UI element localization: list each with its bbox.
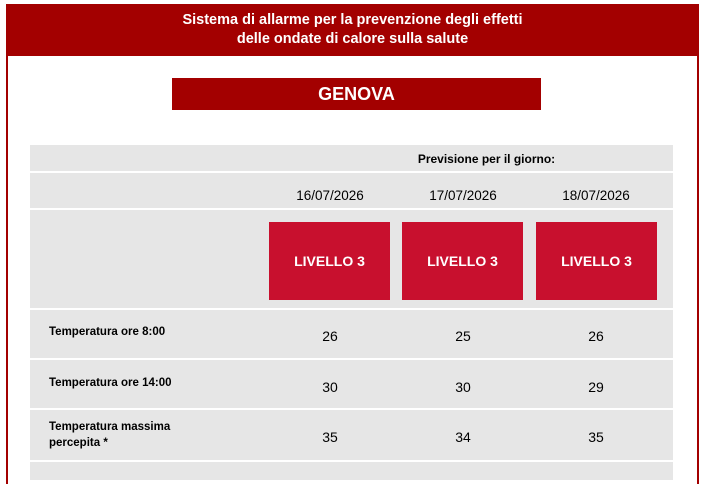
- forecast-label: Previsione per il giorno:: [417, 152, 556, 166]
- forecast-label-wrap: [30, 152, 673, 164]
- row-label-temp-max: [49, 419, 170, 451]
- temp-max-day-2: 34: [455, 429, 471, 445]
- bottom-band: [30, 462, 673, 480]
- temp-max-day-1: 35: [322, 429, 338, 445]
- row-label-temp-max-line-2: percepita *: [49, 437, 108, 449]
- level-badge-day-2: [402, 222, 523, 300]
- temp-14-day-1: 30: [322, 379, 338, 395]
- temp-14-day-2: 30: [455, 379, 471, 395]
- header-line-1: Sistema di allarme per la prevenzione degli effetti: [182, 12, 523, 28]
- temp-8-day-1: 26: [322, 328, 338, 344]
- level-label-day-1: LIVELLO 3: [294, 253, 365, 269]
- city-title: GENOVA: [172, 78, 541, 110]
- date-day-1: 16/07/2026: [296, 188, 364, 203]
- temp-8-day-2: 25: [455, 328, 471, 344]
- level-badge-day-1: [269, 222, 390, 300]
- temp-max-day-3: 35: [588, 429, 604, 445]
- temp-8-day-3: 26: [588, 328, 604, 344]
- header-line-2: delle ondate di calore sulla salute: [236, 31, 469, 47]
- page-header: [6, 4, 699, 56]
- level-label-day-3: LIVELLO 3: [561, 253, 632, 269]
- level-label-day-2: LIVELLO 3: [427, 253, 498, 269]
- temp-14-day-3: 29: [588, 379, 604, 395]
- level-badge-day-3: [536, 222, 657, 300]
- row-label-temp-8: Temperatura ore 8:00: [49, 326, 166, 338]
- row-label-temp-max-line-1: Temperatura massima: [49, 421, 171, 433]
- date-day-2: 17/07/2026: [429, 188, 497, 203]
- date-day-3: 18/07/2026: [562, 188, 630, 203]
- row-label-temp-14: Temperatura ore 14:00: [49, 377, 172, 389]
